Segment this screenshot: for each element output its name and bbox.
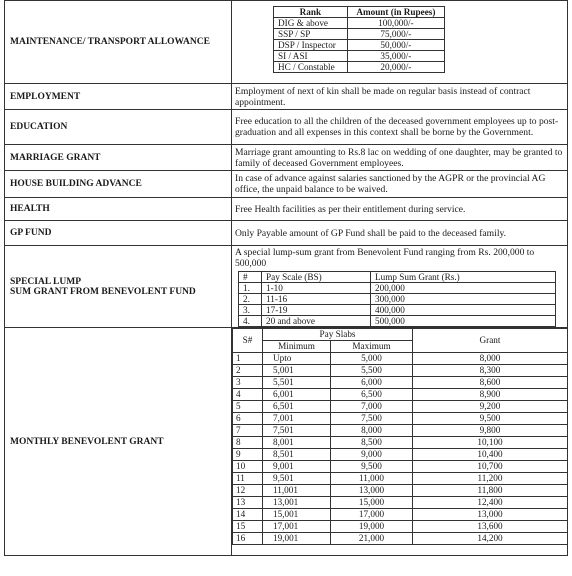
benevolent-cell: 9,800: [413, 425, 568, 437]
rank-cell: SI / ASI: [274, 51, 348, 62]
lump-cell: 2.: [239, 294, 262, 305]
benevolent-cell: 11,001: [263, 485, 331, 497]
benevolent-row: [233, 485, 568, 497]
lump-scale-header: Pay Scale (BS): [262, 272, 371, 283]
benevolent-row: [233, 509, 568, 521]
education-text: Free education to all the children of the deceased government employees up to post-graduation and all expenses in this context shall be borne by the Government.: [232, 110, 568, 145]
lump-cell: 4.: [239, 316, 262, 327]
benevolent-row: [233, 401, 568, 413]
benevolent-cell: 8,900: [413, 389, 568, 401]
lump-cell: 500,000: [371, 316, 556, 327]
sno-header: S#: [233, 329, 263, 353]
lump-cell: 400,000: [371, 305, 556, 316]
gpfund-label: GP FUND: [5, 221, 232, 246]
lump-cell: 11-16: [262, 294, 371, 305]
rank-row: [274, 29, 445, 40]
rank-row: [274, 62, 445, 73]
benefits-table: [4, 0, 568, 556]
lump-hash-header: #: [239, 272, 262, 283]
lump-cell: 1-10: [262, 283, 371, 294]
row-maintenance: [5, 1, 568, 84]
benevolent-cell: 8,500: [331, 437, 413, 449]
employment-label: EMPLOYMENT: [5, 84, 232, 110]
benevolent-cell: 8,501: [263, 449, 331, 461]
benevolent-cell: Upto: [263, 353, 331, 365]
rank-cell: 75,000/-: [347, 29, 444, 40]
maintenance-label: MAINTENANCE/ TRANSPORT ALLOWANCE: [5, 1, 232, 84]
benevolent-row: [233, 413, 568, 425]
benevolent-cell: 7,000: [331, 401, 413, 413]
amount-header: Amount (in Rupees): [347, 7, 444, 18]
rank-row: [274, 40, 445, 51]
benevolent-cell: 5,501: [263, 377, 331, 389]
rank-cell: DIG & above: [274, 18, 348, 29]
pay-slabs-header: Pay Slabs: [263, 329, 413, 341]
lump-cell: 1.: [239, 283, 262, 294]
gpfund-text: Only Payable amount of GP Fund shall be paid to the deceased family.: [232, 221, 568, 246]
benevolent-cell: 9,501: [263, 473, 331, 485]
benevolent-cell: 4: [233, 389, 263, 401]
row-marriage: [5, 145, 568, 171]
rank-cell: HC / Constable: [274, 62, 348, 73]
benevolent-cell: 11,000: [331, 473, 413, 485]
minimum-header: Minimum: [263, 341, 331, 353]
health-label: HEALTH: [5, 198, 232, 221]
benevolent-cell: 10,400: [413, 449, 568, 461]
benevolent-cell: 2: [233, 365, 263, 377]
benevolent-cell: 9,000: [331, 449, 413, 461]
lump-grant-header: Lump Sum Grant (Rs.): [371, 272, 556, 283]
benevolent-cell: 8: [233, 437, 263, 449]
rank-table: [273, 6, 445, 73]
house-label: HOUSE BUILDING ADVANCE: [5, 171, 232, 198]
rank-cell: SSP / SP: [274, 29, 348, 40]
benevolent-cell: 15: [233, 521, 263, 533]
rank-cell: DSP / Inspector: [274, 40, 348, 51]
benevolent-cell: 13,000: [413, 509, 568, 521]
grant-header: Grant: [413, 329, 568, 353]
benevolent-row: [233, 353, 568, 365]
lump-cell: 17-19: [262, 305, 371, 316]
benevolent-cell: 12,400: [413, 497, 568, 509]
benevolent-cell: 17,000: [331, 509, 413, 521]
lump-row: [239, 316, 556, 327]
lump-cell: 3.: [239, 305, 262, 316]
rank-header: Rank: [274, 7, 348, 18]
benevolent-cell: 6,000: [331, 377, 413, 389]
benevolent-cell: 9: [233, 449, 263, 461]
benevolent-cell: 3: [233, 377, 263, 389]
benevolent-cell: 14,200: [413, 533, 568, 545]
benevolent-cell: 6,001: [263, 389, 331, 401]
benevolent-cell: 9,500: [331, 461, 413, 473]
marriage-text: Marriage grant amounting to Rs.8 lac on wedding of one daughter, may be granted to family of deceased Government employees.: [232, 145, 568, 171]
benevolent-cell: 13,001: [263, 497, 331, 509]
lump-row: [239, 294, 556, 305]
benevolent-cell: 16: [233, 533, 263, 545]
benevolent-cell: 1: [233, 353, 263, 365]
benevolent-row: [233, 437, 568, 449]
health-text: Free Health facilities as per their entitlement during service.: [232, 198, 568, 221]
row-employment: [5, 84, 568, 110]
benevolent-cell: 7,501: [263, 425, 331, 437]
benevolent-cell: 5: [233, 401, 263, 413]
monthly-label: MONTHLY BENEVOLENT GRANT: [5, 328, 232, 556]
benevolent-cell: 12: [233, 485, 263, 497]
rank-cell: 50,000/-: [347, 40, 444, 51]
row-lump: [5, 246, 568, 328]
rank-row: [274, 18, 445, 29]
benevolent-cell: 9,500: [413, 413, 568, 425]
benevolent-cell: 6,501: [263, 401, 331, 413]
benevolent-cell: 9,200: [413, 401, 568, 413]
lump-row: [239, 283, 556, 294]
benevolent-cell: 15,001: [263, 509, 331, 521]
rank-row: [274, 51, 445, 62]
benevolent-row: [233, 377, 568, 389]
benevolent-table: [232, 328, 568, 545]
benevolent-row: [233, 425, 568, 437]
row-monthly: [5, 328, 568, 556]
lump-table-body: [239, 283, 556, 327]
benevolent-row: [233, 389, 568, 401]
benevolent-cell: 17,001: [263, 521, 331, 533]
lump-cell: 200,000: [371, 283, 556, 294]
benevolent-cell: 7: [233, 425, 263, 437]
benevolent-cell: 8,000: [413, 353, 568, 365]
rank-table-body: [274, 18, 445, 73]
lump-label-line2: SUM GRANT FROM BENEVOLENT FUND: [10, 286, 196, 297]
benevolent-cell: 9,001: [263, 461, 331, 473]
benevolent-row: [233, 521, 568, 533]
benevolent-cell: 7,500: [331, 413, 413, 425]
benevolent-cell: 21,000: [331, 533, 413, 545]
benevolent-cell: 8,600: [413, 377, 568, 389]
row-health: [5, 198, 568, 221]
benevolent-cell: 11,200: [413, 473, 568, 485]
rank-cell: 20,000/-: [347, 62, 444, 73]
rank-cell: 100,000/-: [347, 18, 444, 29]
benevolent-cell: 11: [233, 473, 263, 485]
row-gpfund: [5, 221, 568, 246]
lump-cell: 300,000: [371, 294, 556, 305]
benevolent-cell: 19,001: [263, 533, 331, 545]
benevolent-cell: 13,000: [331, 485, 413, 497]
benevolent-cell: 10,100: [413, 437, 568, 449]
benevolent-cell: 8,001: [263, 437, 331, 449]
benevolent-cell: 10: [233, 461, 263, 473]
marriage-label: MARRIAGE GRANT: [5, 145, 232, 171]
benevolent-row: [233, 365, 568, 377]
benevolent-cell: 8,000: [331, 425, 413, 437]
benevolent-cell: 14: [233, 509, 263, 521]
benevolent-cell: 15,000: [331, 497, 413, 509]
rank-cell: 35,000/-: [347, 51, 444, 62]
row-education: [5, 110, 568, 145]
benevolent-row: [233, 461, 568, 473]
education-label: EDUCATION: [5, 110, 232, 145]
lump-cell: 20 and above: [262, 316, 371, 327]
lump-table: [238, 271, 556, 327]
benevolent-cell: 5,000: [331, 353, 413, 365]
benevolent-row: [233, 473, 568, 485]
benevolent-cell: 13,600: [413, 521, 568, 533]
benevolent-cell: 11,800: [413, 485, 568, 497]
benevolent-row: [233, 497, 568, 509]
maximum-header: Maximum: [331, 341, 413, 353]
benevolent-cell: 13: [233, 497, 263, 509]
benevolent-cell: 6,500: [331, 389, 413, 401]
benevolent-cell: 5,001: [263, 365, 331, 377]
benevolent-cell: 8,300: [413, 365, 568, 377]
row-house: [5, 171, 568, 198]
benevolent-cell: 5,500: [331, 365, 413, 377]
benevolent-cell: 6: [233, 413, 263, 425]
benevolent-row: [233, 533, 568, 545]
benevolent-row: [233, 449, 568, 461]
benevolent-cell: 10,700: [413, 461, 568, 473]
lump-row: [239, 305, 556, 316]
lump-text: A special lump-sum grant from Benevolent Fund ranging from Rs. 200,000 to 500,000: [235, 247, 535, 269]
benevolent-cell: 19,000: [331, 521, 413, 533]
benevolent-cell: 7,001: [263, 413, 331, 425]
lump-label-line1: SPECIAL LUMP: [10, 276, 81, 287]
benevolent-table-body: [233, 353, 568, 545]
house-text: In case of advance against salaries sanctioned by the AGPR or the provincial AG office, the unpaid balance to be waived.: [232, 171, 568, 198]
employment-text: Employment of next of kin shall be made on regular basis instead of contract appointment.: [232, 84, 568, 110]
